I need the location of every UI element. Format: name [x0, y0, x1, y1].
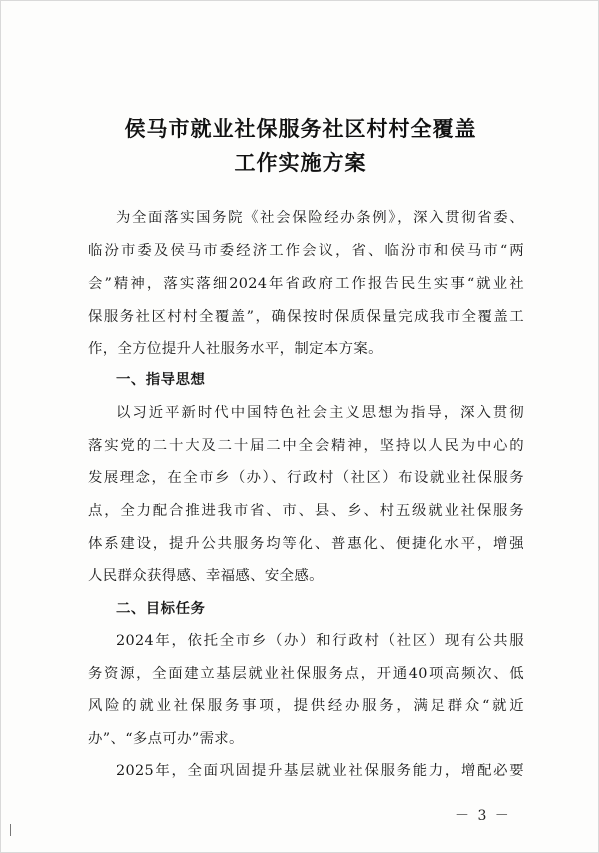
- intro-line-1: 为全面落实国务院《社会保险经办条例》，深入贯彻省委、: [116, 210, 524, 226]
- section2-p1-line-4: 办”、“多点可办”需求。: [88, 731, 244, 747]
- section1-line-1: 以习近平新时代中国特色社会主义思想为指导，深入贯彻: [116, 405, 524, 421]
- intro-line-5: 作，全方位提升人社服务水平，制定本方案。: [88, 341, 383, 357]
- section2-p1-line-3: 风险的就业社保服务事项，提供经办服务，满足群众“就近: [88, 698, 524, 714]
- section1-line-6: 人民群众获得感、幸福感、安全感。: [88, 568, 324, 584]
- section2-p2-line-1: 2025年，全面巩固提升基层就业社保服务能力，增配必要: [116, 763, 524, 779]
- document-title-line1: 侯马市就业社保服务社区村村全覆盖: [124, 116, 477, 141]
- section1-line-2: 落实党的二十大及二十届二中全会精神，坚持以人民为中心的: [88, 438, 524, 454]
- section1-line-3: 发展理念，在全市乡（办）、行政村（社区）布设就业社保服务: [88, 470, 524, 486]
- page-number: － 3 －: [455, 808, 511, 824]
- document-title-line2: 工作实施方案: [234, 150, 367, 175]
- intro-line-3: 会”精神，落实落细2024年省政府工作报告民生实事“就业社: [88, 276, 524, 292]
- section2-heading: 二、目标任务: [116, 601, 206, 617]
- intro-line-4: 保服务社区村村全覆盖”，确保按时保质保量完成我市全覆盖工: [88, 309, 524, 325]
- section1-line-4: 点，全力配合推进我市省、市、县、乡、村五级就业社保服务: [88, 503, 524, 519]
- section1-line-5: 体系建设，提升公共服务均等化、普惠化、便捷化水平，增强: [88, 536, 524, 552]
- scan-margin-mark: [10, 824, 11, 836]
- section1-heading: 一、指导思想: [116, 372, 206, 388]
- section2-p1-line-1: 2024年，依托全市乡（办）和行政村（社区）现有公共服: [116, 633, 524, 649]
- section2-p1-line-2: 务资源，全面建立基层就业社保服务点，开通40项高频次、低: [88, 666, 524, 682]
- intro-line-2: 临汾市委及侯马市委经济工作会议，省、临汾市和侯马市“两: [88, 243, 524, 259]
